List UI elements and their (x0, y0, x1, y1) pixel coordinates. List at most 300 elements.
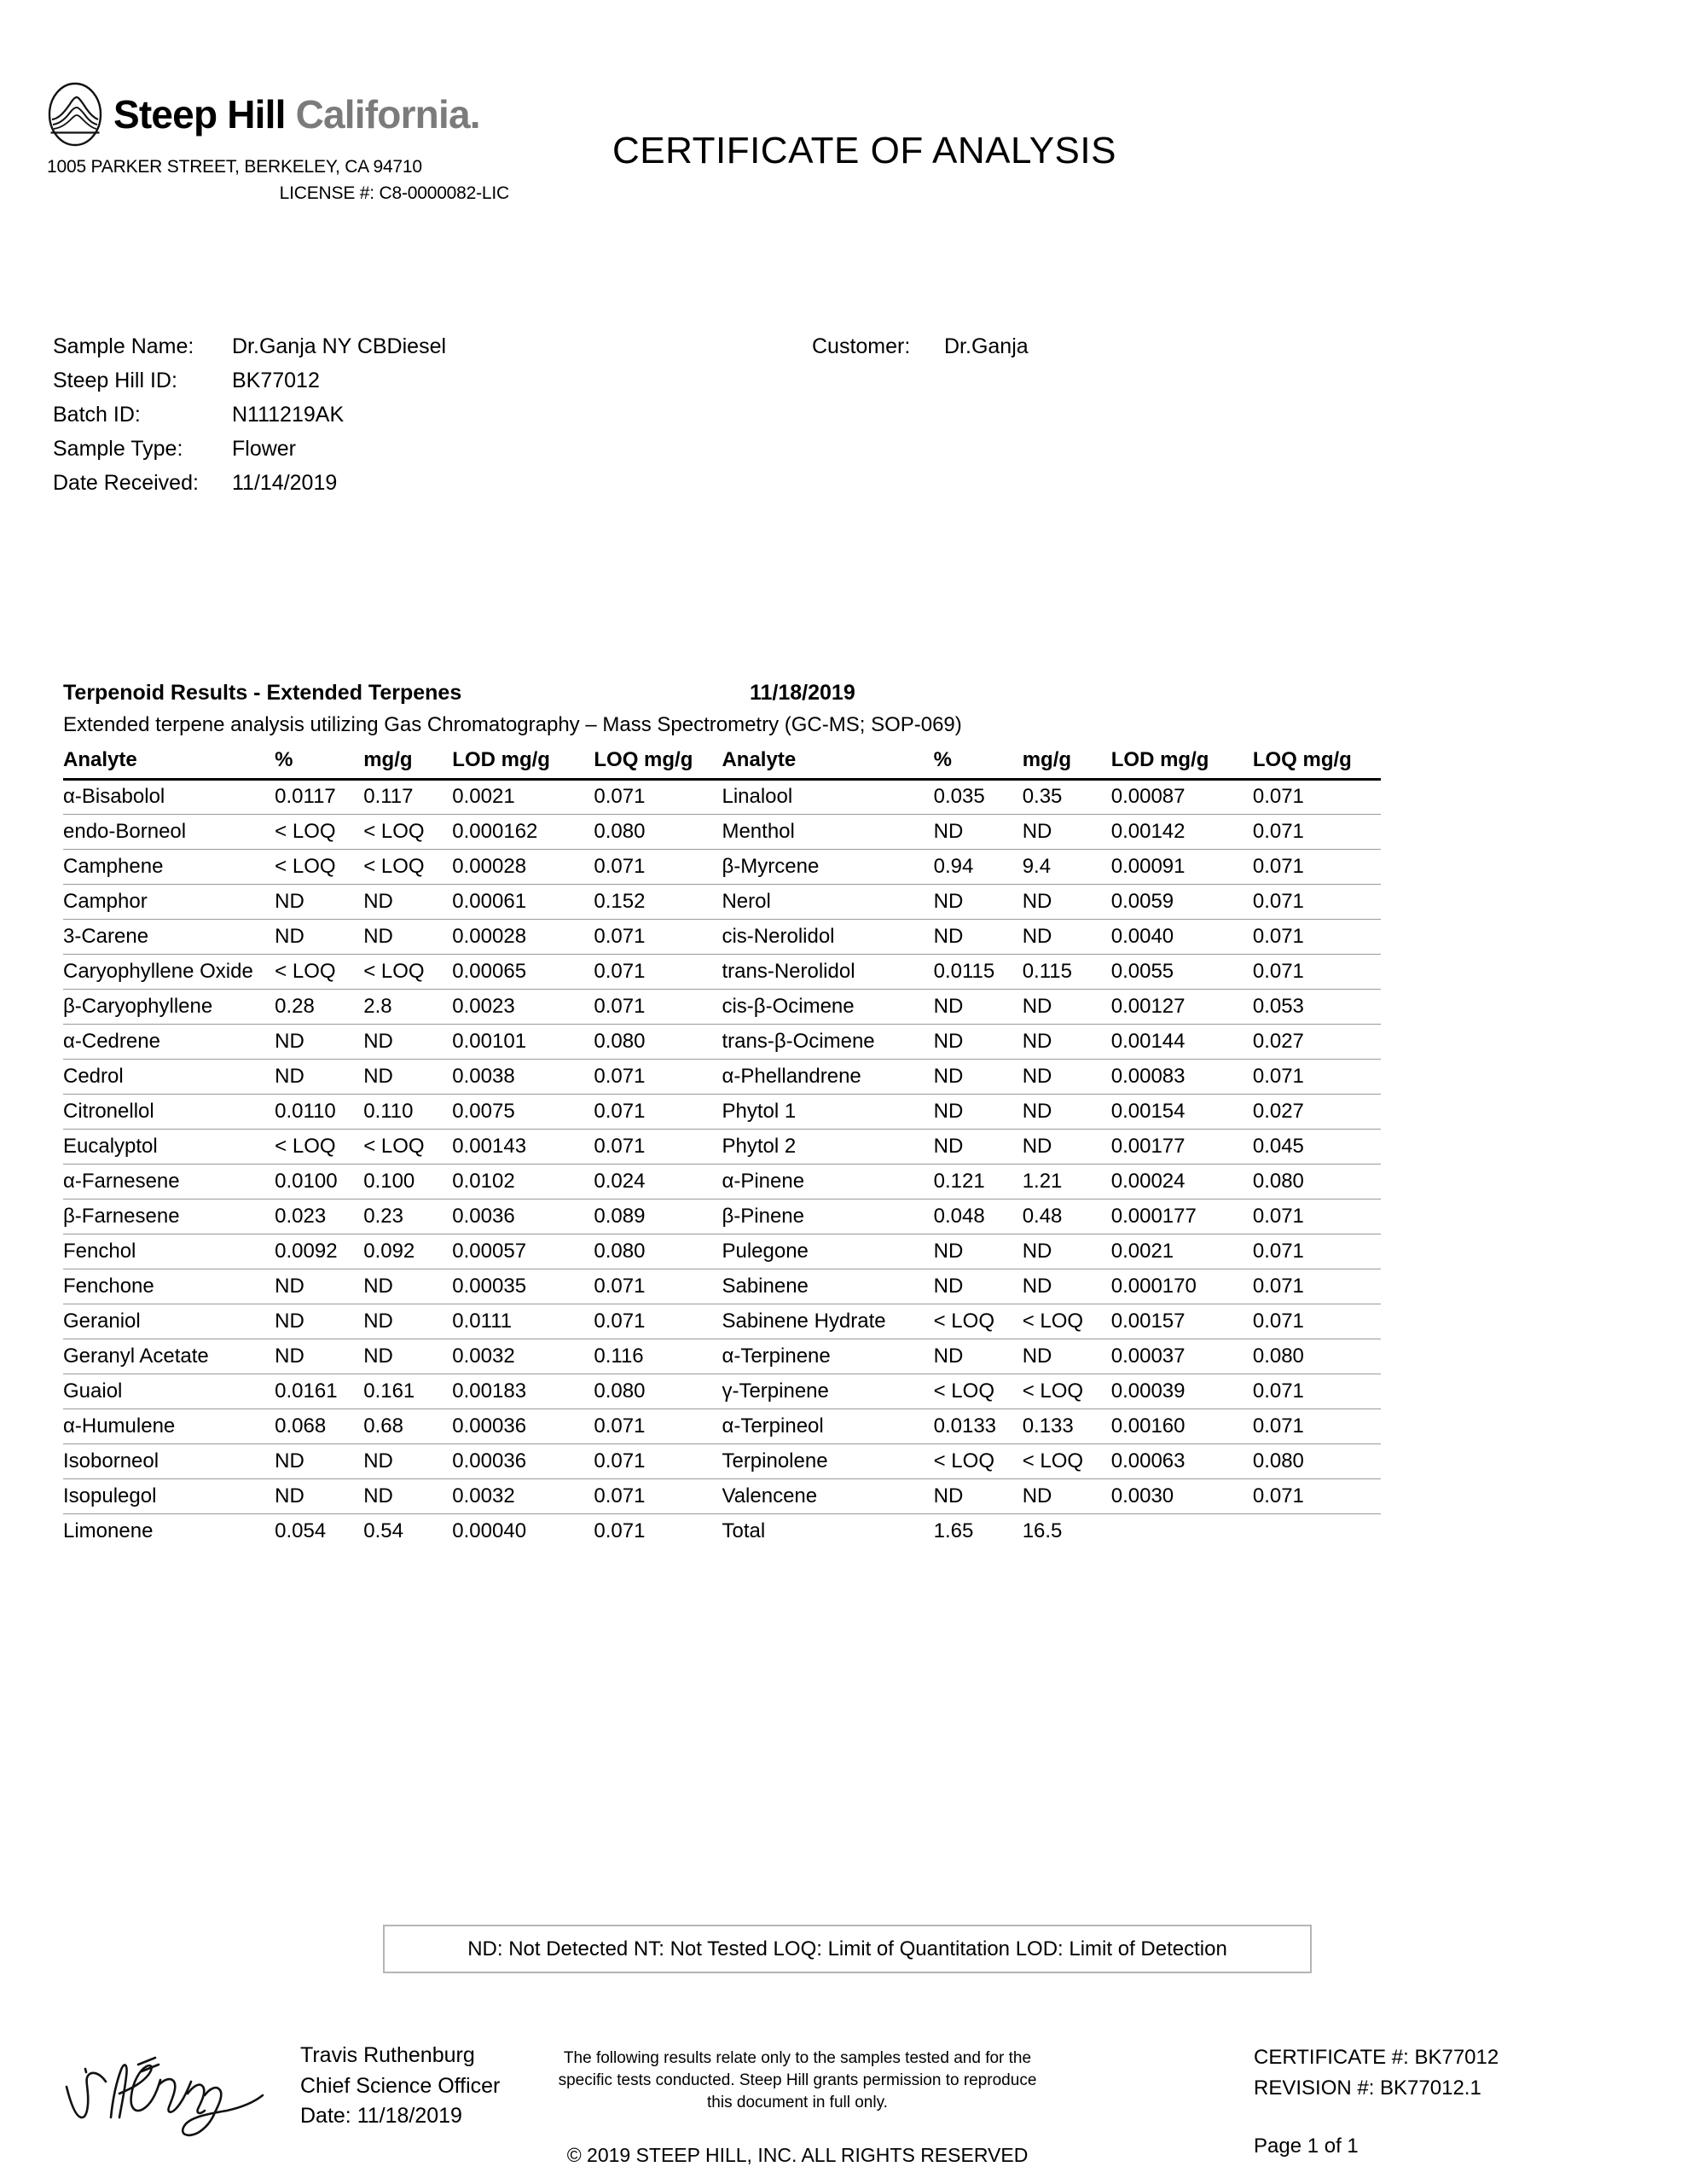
cell-right-loq (1253, 1513, 1381, 1548)
cell-left-lod: 0.0102 (452, 1169, 515, 1193)
cell-left-mgg: ND (363, 1029, 393, 1053)
table-row (63, 919, 1381, 954)
cell-left-mgg: ND (363, 889, 393, 913)
cell-left-mgg: ND (363, 924, 393, 948)
cell-left-analyte: Isopulegol (63, 1484, 157, 1507)
sample-info-row (53, 437, 1247, 471)
cell-left-lod: 0.00065 (452, 959, 527, 983)
cell-left-analyte: Camphor (63, 889, 148, 913)
cell-right-percent: < LOQ (933, 1309, 994, 1333)
cell-left-mgg: ND (363, 1064, 393, 1088)
abbreviation-legend-text: ND: Not Detected NT: Not Tested LOQ: Limit of Quantitation LOD: Limit of Detection (467, 1937, 1227, 1960)
cell-right-loq: 0.071 (1252, 1064, 1304, 1088)
cell-left-analyte: endo-Borneol (63, 819, 187, 843)
column-header-mgg-left: mg/g (363, 748, 413, 772)
cell-right-mgg: 16.5 (1022, 1519, 1063, 1542)
cell-left-lod: 0.00028 (452, 924, 527, 948)
cell-right-lod: 0.00127 (1110, 994, 1186, 1018)
cell-left-percent: < LOQ (275, 1134, 336, 1158)
cell-left-loq: 0.116 (594, 1344, 644, 1368)
cell-left-analyte: α-Humulene (63, 1414, 176, 1438)
cell-right-percent: ND (933, 1344, 964, 1368)
cell-left-percent: < LOQ (275, 854, 336, 878)
signer-name: Travis Ruthenburg (300, 2043, 475, 2067)
cell-left-lod: 0.00101 (452, 1029, 527, 1053)
cell-right-analyte: γ-Terpinene (722, 1379, 829, 1403)
cell-right-lod: 0.00087 (1110, 785, 1186, 808)
cell-left-lod: 0.0036 (452, 1204, 515, 1228)
cell-left-percent: ND (275, 1029, 304, 1053)
document-footer (0, 2022, 1687, 2184)
handwritten-signature-icon (60, 2046, 273, 2148)
column-header-percent-right: % (933, 748, 952, 772)
cell-left-loq: 0.152 (594, 889, 646, 913)
table-row (63, 1234, 1381, 1269)
cell-left-loq: 0.071 (594, 1099, 646, 1123)
date-received-value: 11/14/2019 (232, 471, 338, 495)
table-row (63, 1409, 1381, 1443)
cell-left-lod: 0.000162 (452, 819, 538, 843)
cell-left-percent: < LOQ (275, 959, 336, 983)
cell-right-lod: 0.00157 (1110, 1309, 1186, 1333)
cell-right-mgg: < LOQ (1022, 1379, 1084, 1403)
cell-left-percent: 0.0100 (275, 1169, 338, 1193)
table-row (63, 1164, 1381, 1199)
cell-right-lod: 0.0021 (1110, 1239, 1174, 1263)
table-row (63, 1024, 1381, 1059)
column-header-analyte-left: Analyte (63, 748, 137, 772)
cell-right-analyte: Valencene (722, 1484, 818, 1507)
sample-name-value: Dr.Ganja NY CBDiesel (232, 334, 447, 358)
cell-left-lod: 0.0023 (452, 994, 515, 1018)
cell-right-loq: 0.071 (1252, 924, 1304, 948)
cell-right-analyte: trans-β-Ocimene (722, 1029, 875, 1053)
cell-right-lod: 0.000170 (1110, 1274, 1197, 1298)
cell-right-loq: 0.071 (1252, 785, 1304, 808)
cell-left-mgg: ND (363, 1309, 393, 1333)
cell-right-mgg: ND (1022, 1064, 1052, 1088)
cell-right-analyte: β-Myrcene (722, 854, 820, 878)
results-section-date: 11/18/2019 (750, 681, 855, 705)
cell-left-percent: 0.023 (275, 1204, 327, 1228)
table-row (63, 1374, 1381, 1409)
cell-left-percent: ND (275, 1449, 304, 1472)
cell-left-mgg: 0.161 (363, 1379, 415, 1403)
cell-left-loq: 0.080 (594, 1029, 646, 1053)
cell-left-percent: 0.0110 (275, 1099, 336, 1123)
cell-right-analyte: cis-β-Ocimene (722, 994, 855, 1018)
cell-left-percent: 0.068 (275, 1414, 327, 1438)
sample-name-label: Sample Name: (53, 334, 194, 358)
cell-right-mgg: ND (1022, 1029, 1052, 1053)
cell-right-lod (1111, 1513, 1253, 1548)
cell-left-lod: 0.0032 (452, 1484, 515, 1507)
cell-right-percent: < LOQ (933, 1449, 994, 1472)
cell-right-mgg: < LOQ (1022, 1449, 1084, 1472)
cell-right-percent: ND (933, 1029, 964, 1053)
cell-left-lod: 0.00028 (452, 854, 527, 878)
cell-right-percent: ND (933, 1099, 964, 1123)
cell-right-analyte: Sabinene (722, 1274, 809, 1298)
cell-right-lod: 0.00024 (1110, 1169, 1186, 1193)
cell-left-mgg: ND (363, 1449, 393, 1472)
table-header-row (63, 746, 1381, 779)
page-title: CERTIFICATE OF ANALYSIS (612, 130, 1116, 171)
cell-left-analyte: Geraniol (63, 1309, 141, 1333)
cell-left-percent: ND (275, 1064, 304, 1088)
cell-left-lod: 0.00057 (452, 1239, 527, 1263)
column-header-loq-right: LOQ mg/g (1252, 748, 1352, 772)
cell-left-mgg: 0.68 (363, 1414, 403, 1438)
table-row (63, 1094, 1381, 1129)
revision-number: REVISION #: BK77012.1 (1254, 2077, 1481, 2100)
company-address: 1005 PARKER STREET, BERKELEY, CA 94710 (47, 157, 422, 177)
cell-right-percent: ND (933, 1274, 964, 1298)
cell-right-mgg: ND (1022, 924, 1052, 948)
cell-left-lod: 0.0021 (452, 785, 515, 808)
footer-copyright: © 2019 STEEP HILL, INC. ALL RIGHTS RESERVED (566, 2144, 1029, 2166)
cell-left-analyte: α-Farnesene (63, 1169, 180, 1193)
brand-row (47, 81, 576, 148)
cell-left-analyte: Citronellol (63, 1099, 154, 1123)
brand-block (47, 81, 576, 204)
results-section-title: Terpenoid Results - Extended Terpenes (63, 681, 462, 705)
cell-left-mgg: < LOQ (363, 959, 425, 983)
cell-right-loq: 0.027 (1252, 1029, 1304, 1053)
cell-left-mgg: ND (363, 1344, 393, 1368)
cell-left-loq: 0.071 (594, 785, 646, 808)
page-number: Page 1 of 1 (1254, 2135, 1359, 2158)
cell-left-mgg: ND (363, 1274, 393, 1298)
certificate-number: CERTIFICATE #: BK77012 (1254, 2046, 1499, 2069)
cell-right-mgg: ND (1022, 1344, 1052, 1368)
footer-disclaimer: The following results relate only to the samples tested and for the specific tests conducted. Steep Hill grants permission to reproduce this document in full only. (558, 2049, 1037, 2111)
cell-right-percent: ND (933, 1064, 964, 1088)
cell-left-mgg: 0.54 (363, 1519, 403, 1542)
cell-right-percent: 0.0115 (933, 959, 995, 983)
cell-right-analyte: Phytol 2 (722, 1134, 797, 1158)
cell-left-loq: 0.071 (594, 1484, 646, 1507)
cell-left-percent: ND (275, 1344, 304, 1368)
cell-left-lod: 0.00036 (452, 1414, 527, 1438)
cell-right-analyte: α-Phellandrene (722, 1064, 861, 1088)
cell-right-percent: 0.94 (933, 854, 974, 878)
sample-info-block (53, 334, 1247, 505)
cell-right-analyte: cis-Nerolidol (722, 924, 835, 948)
table-row (63, 1478, 1381, 1513)
cell-left-loq: 0.071 (594, 1274, 646, 1298)
cell-right-loq: 0.071 (1252, 1379, 1304, 1403)
table-row (63, 1059, 1381, 1094)
cell-left-loq: 0.080 (594, 1379, 646, 1403)
cell-left-lod: 0.00035 (452, 1274, 527, 1298)
cell-right-percent: ND (933, 1484, 964, 1507)
brand-wordmark (113, 92, 480, 136)
cell-left-percent: < LOQ (275, 819, 336, 843)
cell-left-mgg: 0.100 (363, 1169, 415, 1193)
cell-right-mgg: 0.133 (1022, 1414, 1074, 1438)
cell-right-mgg: ND (1022, 1484, 1052, 1507)
customer-block (812, 334, 1029, 359)
cell-right-percent: ND (933, 1239, 964, 1263)
cell-right-loq: 0.071 (1252, 1239, 1304, 1263)
cell-right-lod: 0.00037 (1110, 1344, 1186, 1368)
cell-left-percent: ND (275, 1274, 304, 1298)
cell-right-mgg: ND (1022, 819, 1052, 843)
cell-left-loq: 0.071 (594, 1449, 646, 1472)
brand-primary-text: Steep Hill (113, 92, 286, 136)
sample-info-row (53, 334, 1247, 369)
cell-right-loq: 0.071 (1252, 1204, 1304, 1228)
cell-right-lod: 0.00144 (1110, 1029, 1186, 1053)
cell-right-loq: 0.071 (1252, 819, 1304, 843)
sample-info-row (53, 369, 1247, 403)
cell-right-lod: 0.00142 (1110, 819, 1186, 843)
document-header (0, 0, 1687, 213)
cell-left-lod: 0.0111 (452, 1309, 513, 1333)
certificate-meta-block (1254, 2042, 1499, 2162)
cell-left-percent: 0.0117 (275, 785, 336, 808)
cell-left-lod: 0.0075 (452, 1099, 515, 1123)
cell-left-lod: 0.00183 (452, 1379, 527, 1403)
abbreviation-legend-box (383, 1925, 1312, 1973)
cell-left-lod: 0.0038 (452, 1064, 515, 1088)
cell-right-loq: 0.053 (1252, 994, 1304, 1018)
cell-left-percent: 0.0161 (275, 1379, 338, 1403)
cell-left-analyte: Caryophyllene Oxide (63, 959, 253, 983)
cell-right-loq: 0.045 (1252, 1134, 1304, 1158)
cell-left-mgg: < LOQ (363, 1134, 425, 1158)
cell-right-analyte: Menthol (722, 819, 795, 843)
column-header-loq-left: LOQ mg/g (594, 748, 693, 772)
cell-right-loq: 0.071 (1252, 959, 1304, 983)
cell-right-mgg: ND (1022, 1274, 1052, 1298)
sample-info-row (53, 403, 1247, 437)
cell-right-analyte: Pulegone (722, 1239, 809, 1263)
cell-right-analyte: Terpinolene (722, 1449, 828, 1472)
table-row (63, 779, 1381, 814)
cell-left-mgg: 0.117 (363, 785, 414, 808)
results-section-subtitle: Extended terpene analysis utilizing Gas Chromatography – Mass Spectrometry (GC-MS; SOP-069) (63, 713, 962, 736)
cell-right-loq: 0.080 (1252, 1169, 1304, 1193)
cell-right-analyte: Total (722, 1519, 766, 1542)
cell-right-lod: 0.00039 (1110, 1379, 1186, 1403)
license-number: LICENSE #: C8-0000082-LIC (279, 183, 509, 203)
table-row (63, 1199, 1381, 1234)
table-row (63, 1269, 1381, 1304)
cell-left-analyte: Limonene (63, 1519, 154, 1542)
table-row (63, 1339, 1381, 1374)
column-header-lod-right: LOD mg/g (1110, 748, 1209, 772)
cell-right-lod: 0.00063 (1110, 1449, 1186, 1472)
cell-left-mgg: 2.8 (363, 994, 392, 1018)
cell-right-loq: 0.071 (1252, 889, 1304, 913)
sample-type-label: Sample Type: (53, 437, 183, 461)
cell-left-percent: 0.054 (275, 1519, 327, 1542)
table-row (63, 1129, 1381, 1164)
cell-right-loq: 0.071 (1252, 1414, 1304, 1438)
cell-right-analyte: α-Terpinene (722, 1344, 831, 1368)
cell-left-lod: 0.00036 (452, 1449, 527, 1472)
cell-right-lod: 0.00154 (1110, 1099, 1186, 1123)
cell-right-mgg: < LOQ (1022, 1309, 1084, 1333)
cell-right-percent: 0.121 (933, 1169, 985, 1193)
cell-left-loq: 0.071 (594, 1414, 646, 1438)
cell-right-lod: 0.0040 (1110, 924, 1174, 948)
cell-left-mgg: 0.092 (363, 1239, 415, 1263)
cell-right-loq: 0.080 (1252, 1449, 1304, 1472)
cell-right-analyte: Nerol (722, 889, 771, 913)
cell-right-mgg: 1.21 (1022, 1169, 1063, 1193)
cell-right-analyte: β-Pinene (722, 1204, 804, 1228)
table-row (63, 989, 1381, 1024)
cell-right-percent: < LOQ (933, 1379, 994, 1403)
cell-right-analyte: Linalool (722, 785, 793, 808)
table-row (63, 1304, 1381, 1339)
cell-right-percent: ND (933, 1134, 964, 1158)
cell-right-mgg: 0.115 (1022, 959, 1072, 983)
table-row (63, 849, 1381, 884)
cell-left-lod: 0.00143 (452, 1134, 527, 1158)
cell-left-loq: 0.071 (594, 1064, 646, 1088)
cell-left-loq: 0.080 (594, 819, 646, 843)
cell-right-loq: 0.080 (1252, 1344, 1304, 1368)
terpenoid-results-table (63, 746, 1381, 1548)
cell-left-loq: 0.089 (594, 1204, 646, 1228)
column-header-lod-left: LOD mg/g (452, 748, 550, 772)
cell-right-analyte: Phytol 1 (722, 1099, 797, 1123)
cell-left-analyte: Isoborneol (63, 1449, 159, 1472)
cell-right-percent: 1.65 (933, 1519, 974, 1542)
cell-right-loq: 0.071 (1252, 854, 1304, 878)
cell-left-percent: 0.28 (275, 994, 315, 1018)
cell-left-analyte: Fenchol (63, 1239, 136, 1263)
cell-left-loq: 0.071 (594, 1134, 646, 1158)
sample-info-row (53, 471, 1247, 505)
terpenoid-results-section (63, 681, 1632, 1548)
cell-left-analyte: Eucalyptol (63, 1134, 158, 1158)
cell-right-lod: 0.0055 (1110, 959, 1174, 983)
column-header-percent-left: % (275, 748, 293, 772)
cell-left-analyte: Camphene (63, 854, 164, 878)
cell-right-analyte: Sabinene Hydrate (722, 1309, 886, 1333)
table-header (63, 746, 1381, 779)
cell-right-percent: ND (933, 819, 964, 843)
cell-left-loq: 0.071 (594, 1519, 646, 1542)
cell-left-analyte: α-Cedrene (63, 1029, 160, 1053)
cell-left-loq: 0.071 (594, 994, 646, 1018)
cell-left-loq: 0.071 (594, 924, 646, 948)
table-row (63, 884, 1381, 919)
cell-right-lod: 0.00091 (1110, 854, 1186, 878)
brand-secondary-text: California (295, 92, 470, 136)
column-header-mgg-right: mg/g (1022, 748, 1072, 772)
steep-hill-id-value: BK77012 (232, 369, 320, 392)
column-header-analyte-right: Analyte (722, 748, 797, 772)
cell-left-mgg: < LOQ (363, 854, 425, 878)
cell-right-loq: 0.071 (1252, 1484, 1304, 1507)
cell-left-lod: 0.00040 (452, 1519, 527, 1542)
customer-value: Dr.Ganja (944, 334, 1029, 358)
cell-left-loq: 0.071 (594, 1309, 646, 1333)
cell-left-mgg: 0.23 (363, 1204, 403, 1228)
batch-id-value: N111219AK (232, 403, 345, 427)
cell-right-mgg: 0.48 (1022, 1204, 1063, 1228)
brand-trailing-dot: . (469, 92, 480, 136)
cell-right-mgg: 9.4 (1022, 854, 1052, 878)
cell-left-mgg: 0.110 (363, 1099, 414, 1123)
cell-right-percent: 0.0133 (933, 1414, 997, 1438)
steep-hill-id-label: Steep Hill ID: (53, 369, 177, 392)
cell-left-loq: 0.080 (594, 1239, 646, 1263)
cell-left-analyte: Cedrol (63, 1064, 124, 1088)
cell-right-lod: 0.0030 (1110, 1484, 1174, 1507)
date-received-label: Date Received: (53, 471, 199, 495)
cell-right-mgg: ND (1022, 1099, 1052, 1123)
cell-left-mgg: ND (363, 1484, 393, 1507)
cell-right-analyte: trans-Nerolidol (722, 959, 855, 983)
cell-left-percent: ND (275, 889, 304, 913)
cell-left-analyte: Guaiol (63, 1379, 123, 1403)
cell-right-mgg: ND (1022, 1134, 1052, 1158)
cell-right-percent: 0.048 (933, 1204, 985, 1228)
cell-left-analyte: α-Bisabolol (63, 785, 165, 808)
cell-left-loq: 0.071 (594, 959, 646, 983)
table-row (63, 814, 1381, 849)
cell-right-lod: 0.00160 (1110, 1414, 1186, 1438)
cell-left-analyte: Geranyl Acetate (63, 1344, 209, 1368)
table-row (63, 1513, 1381, 1548)
cell-right-analyte: α-Pinene (722, 1169, 805, 1193)
cell-left-analyte: 3-Carene (63, 924, 149, 948)
table-body (63, 779, 1381, 1548)
cell-left-loq: 0.071 (594, 854, 646, 878)
cell-right-mgg: 0.35 (1022, 785, 1063, 808)
steep-hill-mountain-logo-icon (47, 81, 103, 148)
cell-right-mgg: ND (1022, 1239, 1052, 1263)
cell-right-percent: ND (933, 889, 964, 913)
cell-left-lod: 0.0032 (452, 1344, 515, 1368)
batch-id-label: Batch ID: (53, 403, 141, 427)
cell-left-percent: ND (275, 924, 304, 948)
cell-left-analyte: β-Caryophyllene (63, 994, 213, 1018)
cell-left-loq: 0.024 (594, 1169, 646, 1193)
cell-right-loq: 0.027 (1252, 1099, 1304, 1123)
cell-right-loq: 0.071 (1252, 1309, 1304, 1333)
cell-right-lod: 0.00083 (1110, 1064, 1186, 1088)
cell-right-percent: ND (933, 924, 964, 948)
cell-right-lod: 0.00177 (1110, 1134, 1186, 1158)
cell-left-mgg: < LOQ (363, 819, 425, 843)
table-row (63, 954, 1381, 989)
cell-left-analyte: Fenchone (63, 1274, 154, 1298)
cell-left-percent: ND (275, 1484, 304, 1507)
cell-right-lod: 0.0059 (1110, 889, 1174, 913)
cell-right-loq: 0.071 (1252, 1274, 1304, 1298)
signer-block (300, 2041, 500, 2132)
cell-right-analyte: α-Terpineol (722, 1414, 824, 1438)
cell-right-mgg: ND (1022, 889, 1052, 913)
cell-right-lod: 0.000177 (1110, 1204, 1197, 1228)
cell-left-percent: ND (275, 1309, 304, 1333)
signer-date: Date: 11/18/2019 (300, 2104, 462, 2128)
cell-right-percent: 0.035 (933, 785, 985, 808)
customer-label: Customer: (812, 334, 911, 358)
signer-title: Chief Science Officer (300, 2073, 501, 2098)
cell-right-percent: ND (933, 994, 964, 1018)
cell-left-lod: 0.00061 (452, 889, 527, 913)
cell-left-analyte: β-Farnesene (63, 1204, 180, 1228)
